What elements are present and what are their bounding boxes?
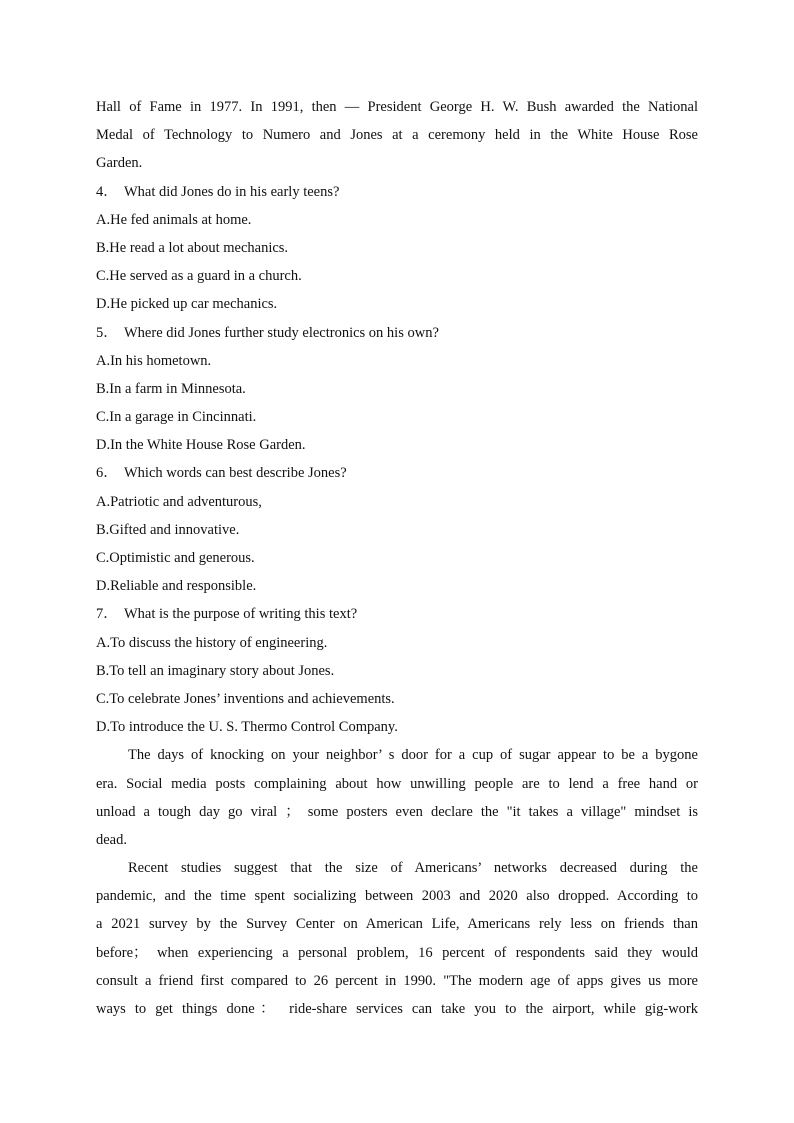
question-stem xyxy=(96,319,698,347)
question-number: 6． xyxy=(96,465,118,482)
option: C.Optimistic and generous. xyxy=(96,550,255,566)
option: D.Reliable and responsible. xyxy=(96,578,257,595)
passage-line: unload a tough day go viral ； some posters even declare the "it takes a village" mindset is xyxy=(96,803,698,820)
option: D.In the White House Rose Garden. xyxy=(96,437,306,454)
option: A.He fed animals at home. xyxy=(96,211,252,228)
passage-line: a 2021 survey by the Survey Center on American Life, Americans rely less on friends than xyxy=(96,916,698,933)
question-4 xyxy=(96,178,698,319)
question-7 xyxy=(96,600,698,741)
passage-line: ways to get things done： ride-share services can take you to the airport, while gig-work xyxy=(96,1001,698,1017)
question-stem xyxy=(96,459,698,487)
question-text: What is the purpose of writing this text? xyxy=(124,606,358,623)
option: B.Gifted and innovative. xyxy=(96,521,240,538)
option: C.He served as a guard in a church. xyxy=(96,268,302,285)
passage-paragraph-2 xyxy=(96,854,698,1023)
option: B.He read a lot about mechanics. xyxy=(96,239,289,256)
question-text: What did Jones do in his early teens? xyxy=(124,183,340,200)
passage-line: dead. xyxy=(96,831,127,848)
question-number: 4． xyxy=(96,183,118,200)
document-content xyxy=(96,93,698,1023)
option: C.To celebrate Jones’ inventions and achievements. xyxy=(96,690,395,707)
passage-line: before； when experiencing a personal problem, 16 percent of respondents said they would xyxy=(96,944,698,961)
passage-paragraph-1 xyxy=(96,741,698,854)
passage-tail xyxy=(96,93,698,178)
option: A.To discuss the history of engineering. xyxy=(96,634,328,651)
passage-line: Hall of Fame in 1977. In 1991, then — President George H. W. Bush awarded the National xyxy=(96,99,698,115)
question-stem xyxy=(96,600,698,628)
passage-line: Medal of Technology to Numero and Jones at a ceremony held in the White House Rose xyxy=(96,127,698,144)
passage-line: Recent studies suggest that the size of Americans’ networks decreased during the xyxy=(128,860,698,877)
option: C.In a garage in Cincinnati. xyxy=(96,409,257,426)
passage-line: consult a friend first compared to 26 percent in 1990. "The modern age of apps gives us more xyxy=(96,972,698,989)
passage-line: era. Social media posts complaining about how unwilling people are to lend a free hand or xyxy=(96,775,698,792)
passage-line: pandemic, and the time spent socializing between 2003 and 2020 also dropped. According to xyxy=(96,888,698,905)
question-stem xyxy=(96,178,698,206)
option: A.Patriotic and adventurous, xyxy=(96,493,262,510)
option: B.To tell an imaginary story about Jones. xyxy=(96,662,335,679)
question-5 xyxy=(96,319,698,460)
option: B.In a farm in Minnesota. xyxy=(96,380,246,397)
option: D.He picked up car mechanics. xyxy=(96,296,278,313)
question-text: Where did Jones further study electronics on his own? xyxy=(124,324,439,341)
question-number: 5． xyxy=(96,324,118,341)
option: A.In his hometown. xyxy=(96,352,212,369)
option: D.To introduce the U. S. Thermo Control Company. xyxy=(96,719,398,736)
passage-line: The days of knocking on your neighbor’ s door for a cup of sugar appear to be a bygone xyxy=(128,747,698,764)
question-number: 7． xyxy=(96,606,118,623)
question-text: Which words can best describe Jones? xyxy=(124,465,347,482)
question-6 xyxy=(96,459,698,600)
passage-line: Garden. xyxy=(96,155,143,172)
